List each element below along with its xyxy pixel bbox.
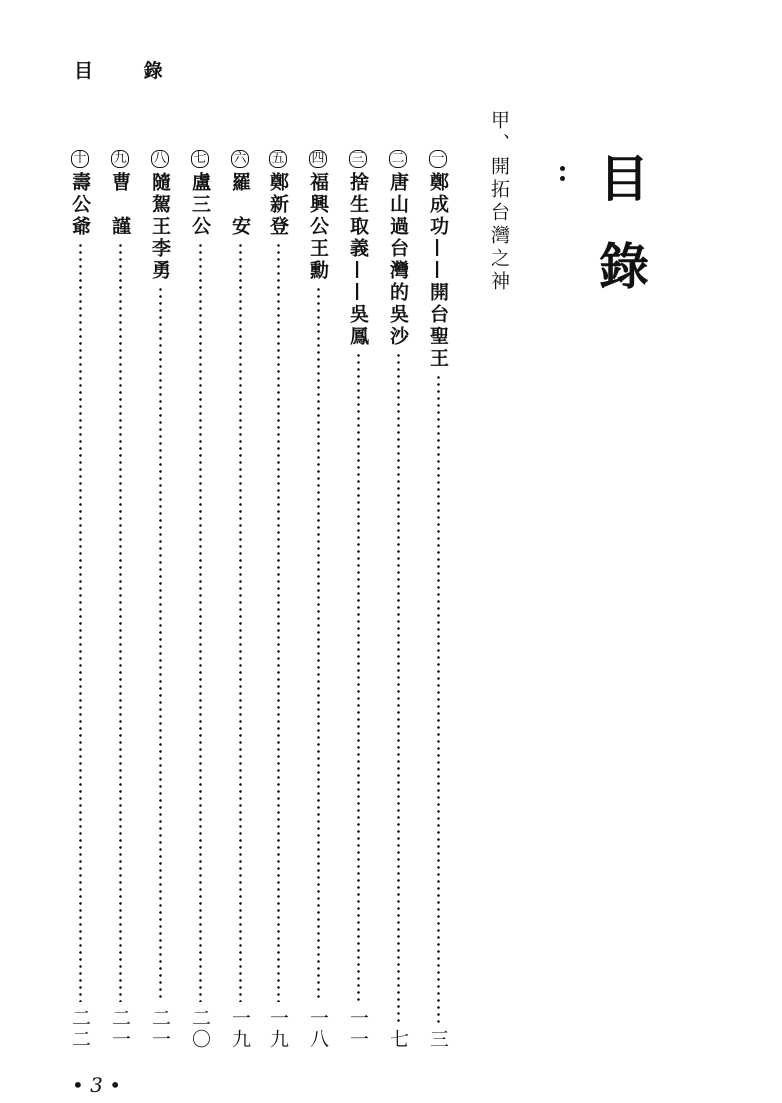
running-head: 目 錄 bbox=[74, 60, 185, 82]
entry-number: 六 bbox=[231, 150, 249, 168]
entry-number: 三 bbox=[349, 150, 367, 168]
entry-page: 二二 bbox=[69, 1008, 91, 1050]
entry-title: 鄭新登 bbox=[267, 172, 289, 238]
entry-title: 盧三公 bbox=[189, 172, 211, 238]
entry-number: 九 bbox=[111, 150, 129, 168]
entry-page: 一一 bbox=[347, 1008, 369, 1050]
entry-number: 七 bbox=[191, 150, 209, 168]
entry-number: 二 bbox=[389, 150, 407, 168]
entry-title: 唐山過台灣的吳沙 bbox=[387, 172, 409, 348]
toc-entry-10[interactable] bbox=[68, 150, 92, 1050]
dot-leader bbox=[79, 242, 82, 1002]
entry-number: 八 bbox=[151, 150, 169, 168]
entry-page: 一八 bbox=[307, 1008, 329, 1050]
toc-entry-6[interactable] bbox=[228, 150, 252, 1050]
toc-entry-7[interactable] bbox=[188, 150, 212, 1050]
dot-leader bbox=[119, 242, 122, 1002]
entry-page: 二一 bbox=[149, 1008, 171, 1050]
toc-entry-4[interactable] bbox=[306, 150, 330, 1050]
dot-leader bbox=[397, 352, 400, 1023]
entry-number: 五 bbox=[269, 150, 287, 168]
entry-page: 一九 bbox=[229, 1008, 251, 1050]
dot-leader bbox=[317, 286, 320, 1002]
entry-title: 曹 謹 bbox=[109, 172, 131, 238]
toc-entry-5[interactable] bbox=[266, 150, 290, 1050]
page-title: 目錄 bbox=[591, 152, 649, 328]
toc-entry-8[interactable] bbox=[148, 150, 172, 1050]
dot-leader bbox=[159, 286, 162, 1002]
section-heading: 甲、開拓台灣之神 bbox=[488, 110, 510, 294]
toc-entry-1[interactable] bbox=[426, 150, 450, 1050]
dot-leader bbox=[277, 242, 280, 1002]
entry-page: 七 bbox=[387, 1029, 409, 1050]
entry-title: 鄭成功——開台聖王 bbox=[427, 172, 449, 370]
entry-page: 一九 bbox=[267, 1008, 289, 1050]
entry-title: 羅 安 bbox=[229, 172, 251, 238]
entry-page: 二一 bbox=[109, 1008, 131, 1050]
entry-page: 三 bbox=[427, 1029, 449, 1050]
entry-title: 捨生取義——吳鳳 bbox=[347, 172, 369, 348]
entry-number: 一 bbox=[429, 150, 447, 168]
dot-leader bbox=[199, 242, 202, 1002]
entry-number: 四 bbox=[309, 150, 327, 168]
entry-title: 隨駕王李勇 bbox=[149, 172, 171, 282]
entry-page: 二〇 bbox=[189, 1008, 211, 1050]
entry-number: 十 bbox=[71, 150, 89, 168]
page-number: • 3 • bbox=[72, 1073, 122, 1097]
dot-leader bbox=[437, 374, 440, 1023]
title-dots bbox=[558, 164, 568, 184]
toc-entry-2[interactable] bbox=[386, 150, 410, 1050]
dot-leader bbox=[357, 352, 360, 1002]
entry-title: 福興公王勳 bbox=[307, 172, 329, 282]
dot-leader bbox=[239, 242, 242, 1002]
toc-entry-3[interactable] bbox=[346, 150, 370, 1050]
entry-title: 壽公爺 bbox=[69, 172, 91, 238]
toc-entry-9[interactable] bbox=[108, 150, 132, 1050]
